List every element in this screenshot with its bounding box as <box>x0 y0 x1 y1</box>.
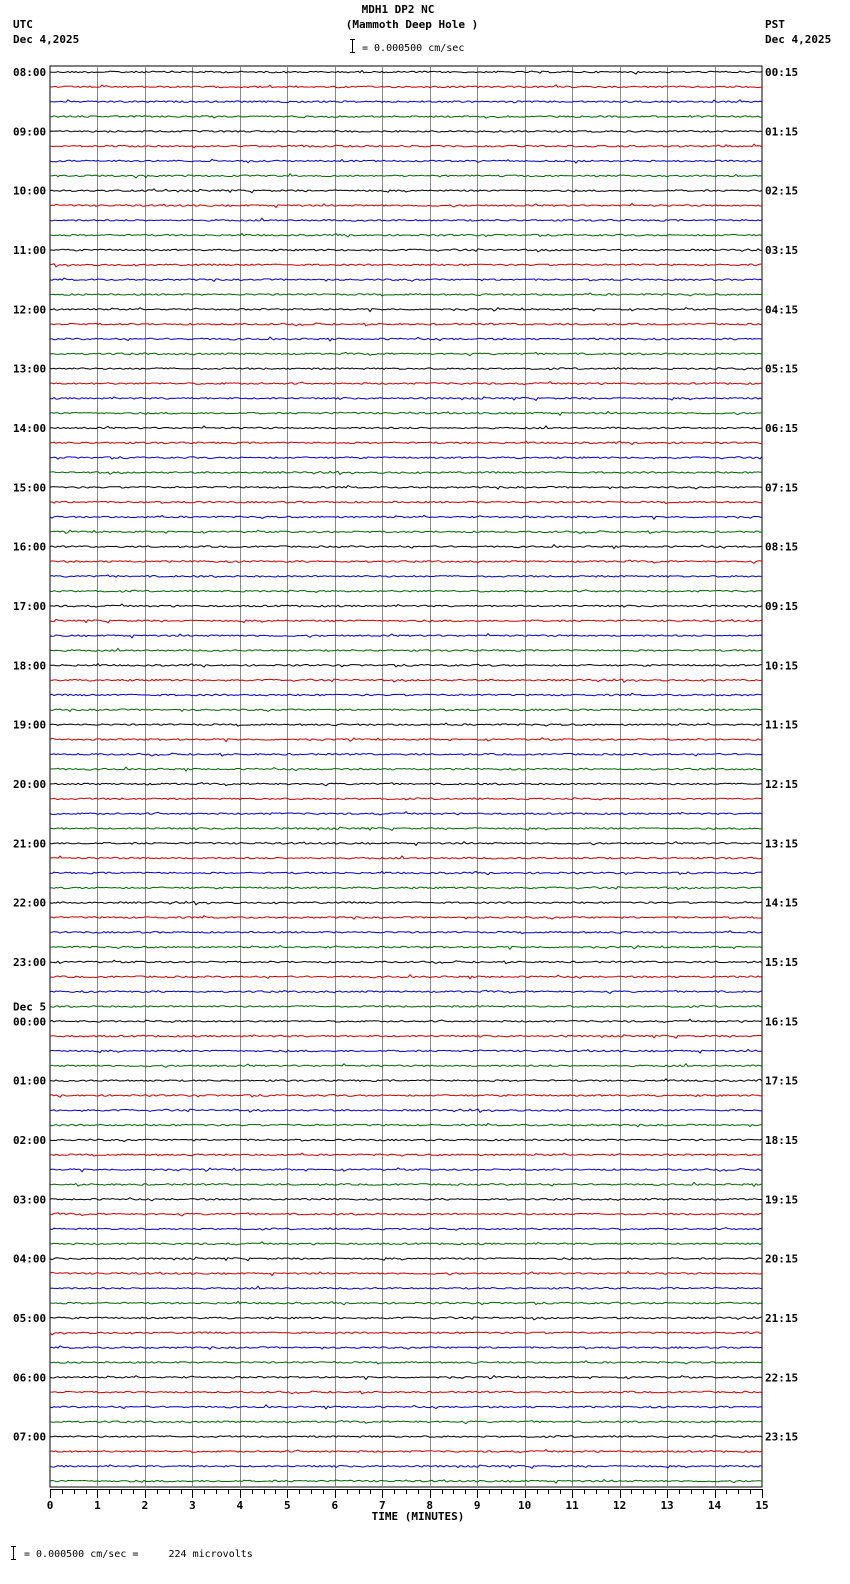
seismic-trace <box>50 664 762 668</box>
utc-hour-label: 20:00 <box>13 777 47 791</box>
seismic-trace <box>50 264 762 267</box>
pst-hour-label: 11:15 <box>765 718 799 732</box>
x-tick-label: 13 <box>660 1499 674 1512</box>
seismic-trace <box>50 827 762 830</box>
seismic-trace <box>50 1405 762 1409</box>
seismic-trace <box>50 723 762 726</box>
pst-hour-label: 09:15 <box>765 599 799 613</box>
x-tick-label: 5 <box>284 1499 291 1512</box>
seismic-trace <box>50 1123 762 1126</box>
pst-label: PST <box>765 18 785 31</box>
utc-hour-label: 16:00 <box>13 540 47 554</box>
seismic-trace <box>50 426 762 429</box>
utc-hour-label: 13:00 <box>13 362 47 376</box>
seismic-trace <box>50 1480 762 1484</box>
pst-hour-label: 05:15 <box>765 362 799 376</box>
seismic-trace <box>50 530 762 534</box>
seismic-trace <box>50 1213 762 1216</box>
seismic-trace <box>50 887 762 890</box>
pst-hour-label: 22:15 <box>765 1371 799 1385</box>
seismic-trace <box>50 412 762 416</box>
footer-scale-icon <box>11 1546 17 1560</box>
seismic-trace <box>50 323 762 326</box>
seismic-trace <box>50 545 762 549</box>
seismic-trace <box>50 856 762 859</box>
x-tick-label: 6 <box>331 1499 339 1512</box>
seismic-trace <box>50 249 762 252</box>
seismic-trace <box>50 916 762 919</box>
utc-hour-label: 09:00 <box>13 125 47 139</box>
seismic-trace <box>50 871 762 874</box>
seismic-trace <box>50 100 762 103</box>
seismic-trace <box>50 931 762 934</box>
seismic-trace <box>50 1346 762 1349</box>
seismic-trace <box>50 1139 762 1142</box>
pst-hour-label: 21:15 <box>765 1311 799 1325</box>
seismic-trace <box>50 501 762 503</box>
seismic-trace <box>50 1049 762 1053</box>
seismic-trace <box>50 767 762 771</box>
seismic-trace <box>50 1228 762 1231</box>
seismic-trace <box>50 693 762 696</box>
seismic-trace <box>50 71 762 75</box>
seismic-trace <box>50 308 762 312</box>
seismic-trace <box>50 753 762 756</box>
seismic-trace <box>50 1465 762 1468</box>
seismic-trace <box>50 619 762 623</box>
pst-hour-label: 23:15 <box>765 1430 799 1444</box>
seismic-trace <box>50 590 762 593</box>
pst-hour-label: 13:15 <box>765 837 799 851</box>
seismic-trace <box>50 278 762 281</box>
utc-hour-label: 10:00 <box>13 184 47 198</box>
seismic-trace <box>50 1109 762 1112</box>
utc-hour-label: 06:00 <box>13 1371 47 1385</box>
seismic-trace <box>50 204 762 208</box>
pst-hour-label: 07:15 <box>765 481 799 495</box>
seismic-trace <box>50 1450 762 1453</box>
pst-hour-label: 10:15 <box>765 659 799 673</box>
utc-hour-label: 08:00 <box>13 66 47 79</box>
seismic-trace <box>50 1198 762 1201</box>
utc-hour-label: 21:00 <box>13 837 47 851</box>
utc-date: Dec 4,2025 <box>13 33 80 46</box>
seismic-trace <box>50 1064 762 1068</box>
seismic-trace <box>50 397 762 401</box>
seismic-trace <box>50 382 762 385</box>
seismic-trace <box>50 457 762 460</box>
seismic-trace <box>50 337 762 341</box>
seismic-trace <box>50 131 762 133</box>
seismic-trace <box>50 1153 762 1156</box>
seismic-trace <box>50 798 762 800</box>
seismic-trace <box>50 441 762 445</box>
pst-hour-label: 16:15 <box>765 1015 799 1029</box>
utc-hour-label: 14:00 <box>13 421 47 435</box>
seismic-trace <box>50 1242 762 1245</box>
utc-hour-label: 02:00 <box>13 1133 47 1147</box>
day-change-label: Dec 5 <box>13 1000 47 1014</box>
x-tick-label: 10 <box>518 1499 532 1512</box>
utc-hour-label: 07:00 <box>13 1430 47 1444</box>
station-title: MDH1 DP2 NC <box>361 3 435 16</box>
seismic-trace <box>50 234 762 237</box>
x-tick-label: 14 <box>707 1499 722 1512</box>
seismic-trace <box>50 368 762 370</box>
pst-hour-label: 00:15 <box>765 66 799 79</box>
seismic-trace <box>50 1257 762 1261</box>
seismic-trace <box>50 1005 762 1007</box>
seismic-trace <box>50 144 762 148</box>
pst-hour-label: 06:15 <box>765 421 799 435</box>
seismic-trace <box>50 679 762 682</box>
seismic-trace <box>50 159 762 163</box>
seismic-trace <box>50 1168 762 1172</box>
seismic-trace <box>50 575 762 577</box>
seismic-trace <box>50 990 762 993</box>
seismic-trace <box>50 783 762 786</box>
seismic-trace <box>50 1317 762 1320</box>
seismic-trace <box>50 946 762 950</box>
pst-hour-label: 01:15 <box>765 125 799 139</box>
seismic-trace <box>50 85 762 88</box>
pst-hour-label: 15:15 <box>765 955 799 969</box>
utc-hour-label: 03:00 <box>13 1193 47 1207</box>
seismic-trace <box>50 1094 762 1097</box>
seismic-trace <box>50 1420 762 1423</box>
utc-hour-label: 11:00 <box>13 243 47 257</box>
seismic-trace <box>50 471 762 474</box>
utc-label: UTC <box>13 18 33 31</box>
seismic-trace <box>50 1019 762 1022</box>
x-tick-label: 8 <box>426 1499 434 1512</box>
x-axis-label: TIME (MINUTES) <box>371 1510 465 1523</box>
x-tick-label: 7 <box>378 1499 386 1512</box>
x-tick-label: 11 <box>565 1499 579 1512</box>
seismic-trace <box>50 709 762 712</box>
x-tick-label: 3 <box>189 1499 196 1512</box>
seismic-trace <box>50 842 762 846</box>
seismic-trace <box>50 486 762 489</box>
seismic-trace <box>50 1376 762 1380</box>
pst-hour-label: 17:15 <box>765 1074 799 1088</box>
pst-hour-label: 03:15 <box>765 243 799 257</box>
seismic-trace <box>50 975 762 979</box>
utc-hour-label: 18:00 <box>13 659 47 673</box>
x-tick-label: 12 <box>612 1499 627 1512</box>
seismic-trace <box>50 1035 762 1039</box>
pst-date: Dec 4,2025 <box>765 33 832 46</box>
seismic-trace <box>50 352 762 355</box>
pst-hour-label: 19:15 <box>765 1193 799 1207</box>
seismic-trace <box>50 1301 762 1304</box>
pst-hour-label: 18:15 <box>765 1133 799 1147</box>
seismic-trace <box>50 1436 762 1438</box>
seismic-trace <box>50 1361 762 1364</box>
pst-hour-label: 02:15 <box>765 184 799 198</box>
seismic-trace <box>50 116 762 119</box>
seismic-trace <box>50 738 762 742</box>
utc-hour-label: 23:00 <box>13 955 47 969</box>
seismic-trace <box>50 1271 762 1275</box>
location-title: (Mammoth Deep Hole ) <box>345 18 479 31</box>
x-tick-label: 2 <box>141 1499 149 1512</box>
x-tick-label: 1 <box>94 1499 101 1512</box>
seismic-trace <box>50 604 762 607</box>
utc-hour-label: 19:00 <box>13 718 47 732</box>
seismic-trace <box>50 218 762 221</box>
utc-hour-label: 05:00 <box>13 1311 47 1325</box>
seismic-trace <box>50 293 762 296</box>
x-tick-label: 4 <box>236 1499 244 1512</box>
utc-hour-label: 17:00 <box>13 599 47 613</box>
seismic-trace <box>50 960 762 963</box>
utc-hour-label: 01:00 <box>13 1074 47 1088</box>
seismic-trace <box>50 515 762 519</box>
seismic-trace <box>50 189 762 193</box>
utc-hour-label: 22:00 <box>13 896 47 910</box>
seismic-trace <box>50 648 762 651</box>
utc-hour-label: 12:00 <box>13 303 47 317</box>
seismic-trace <box>50 560 762 563</box>
seismic-trace <box>50 1182 762 1186</box>
x-tick-label: 15 <box>755 1499 769 1512</box>
seismic-trace <box>50 1332 762 1335</box>
seismic-trace <box>50 634 762 638</box>
seismic-trace <box>50 1079 762 1082</box>
seismic-trace <box>50 1391 762 1394</box>
pst-hour-label: 14:15 <box>765 896 799 910</box>
seismic-trace <box>50 174 762 178</box>
scale-label: = 0.000500 cm/sec <box>362 43 465 54</box>
seismic-trace <box>50 812 762 815</box>
pst-hour-label: 08:15 <box>765 540 799 554</box>
seismic-trace <box>50 901 762 904</box>
utc-hour-label: 15:00 <box>13 481 47 495</box>
x-tick-label: 0 <box>46 1499 54 1512</box>
pst-hour-label: 20:15 <box>765 1252 799 1266</box>
x-tick-label: 9 <box>473 1499 481 1512</box>
utc-hour-label: 04:00 <box>13 1252 47 1266</box>
pst-hour-label: 12:15 <box>765 777 799 791</box>
pst-hour-label: 04:15 <box>765 303 799 317</box>
utc-hour-label: 00:00 <box>13 1015 47 1029</box>
seismic-trace <box>50 1286 762 1289</box>
footer-scale-label: = 0.000500 cm/sec = 224 microvolts <box>24 1549 253 1560</box>
